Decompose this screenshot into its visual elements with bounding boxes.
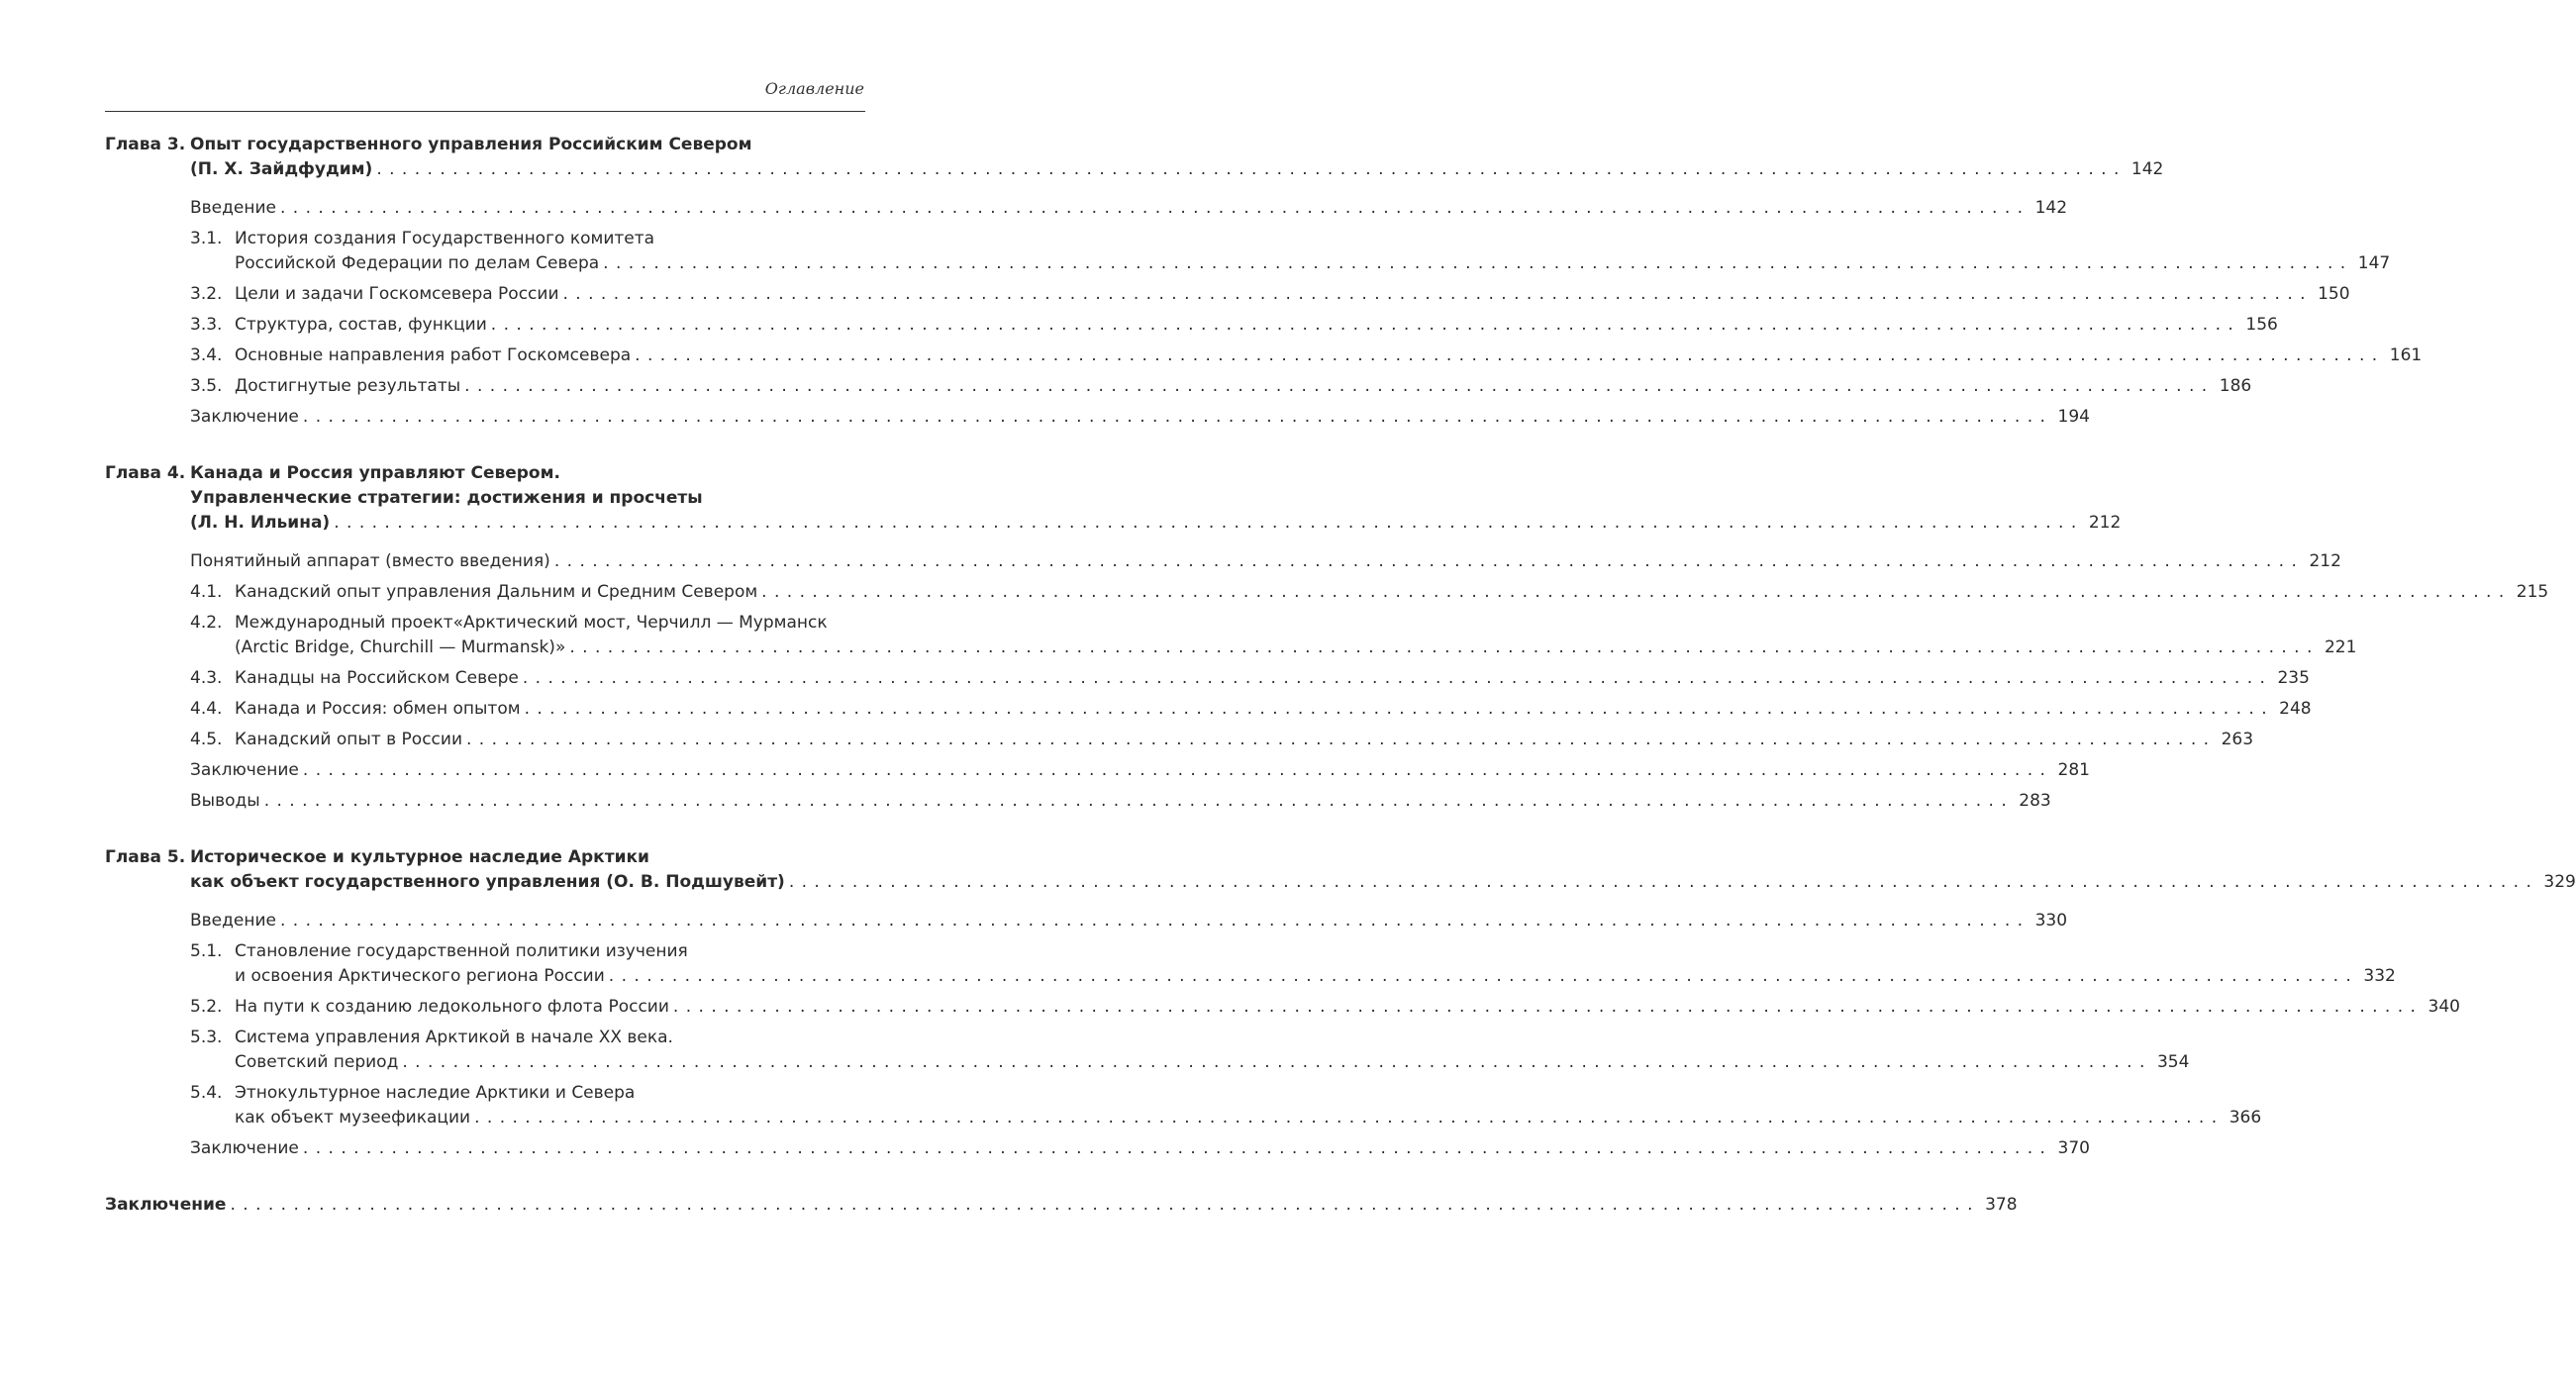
section-title-entry[interactable] (235, 666, 2310, 691)
page-number: 340 (2427, 997, 2460, 1017)
section-title-entry[interactable] (235, 995, 2460, 1020)
entry-title: (Л. Н. Ильина) (190, 513, 331, 533)
entry-title: Заключение (190, 760, 299, 780)
section-number: 3.1. (190, 229, 223, 248)
chapter-label: Глава 3. (105, 135, 186, 154)
chapter-label: Глава 4. (105, 463, 186, 483)
chapter-spacer (105, 820, 865, 845)
entry-title: Заключение (105, 1195, 227, 1215)
section-entry (190, 1081, 2262, 1130)
dot-leader (491, 313, 2234, 338)
page-number: 329 (2543, 872, 2576, 892)
dot-leader (466, 728, 2210, 752)
chapter-title-line: Историческое и культурное наследие Арктики (190, 847, 649, 867)
page-number: 161 (2389, 345, 2423, 365)
section-number: 5.3. (190, 1028, 223, 1047)
section-number: 4.3. (190, 668, 223, 688)
chapter-heading (105, 461, 2122, 536)
entry-title: как объект музеефикации (235, 1108, 471, 1128)
section-number: 4.1. (190, 582, 223, 602)
page-number: 263 (2221, 730, 2254, 749)
section-title-entry[interactable] (235, 251, 2390, 276)
section-entry (190, 666, 2310, 691)
page-number: 378 (1985, 1195, 2018, 1215)
section-title-line: Становление государственной политики изучения (235, 941, 688, 961)
section-body (235, 1081, 2261, 1130)
section-body (235, 995, 2460, 1020)
dot-leader (334, 511, 2077, 536)
chapter-title (190, 133, 2163, 182)
entry-title: Канада и Россия: обмен опытом (235, 699, 521, 719)
section-number: 3.4. (190, 345, 223, 365)
dot-leader (303, 1136, 2046, 1161)
entry-title: Канадский опыт в России (235, 730, 462, 749)
closing-entry[interactable] (190, 789, 2051, 814)
section-body (235, 344, 2422, 368)
dot-leader (635, 344, 2378, 368)
dot-leader (569, 636, 2313, 660)
page-number: 156 (2245, 315, 2278, 335)
page-number: 147 (2357, 253, 2391, 273)
dot-leader (554, 549, 2298, 574)
section-number: 3.2. (190, 284, 223, 304)
section-number: 4.5. (190, 730, 223, 749)
section-entry (190, 580, 2549, 605)
section-number: 5.4. (190, 1083, 223, 1103)
entry-title: Достигнутые результаты (235, 376, 461, 396)
section-title-entry[interactable] (235, 1106, 2261, 1130)
section-number: 5.1. (190, 941, 223, 961)
section-number: 4.4. (190, 699, 223, 719)
section-title-line: Система управления Арктикой в начале XX века. (235, 1028, 673, 1047)
entry-title: Заключение (190, 1138, 299, 1158)
entry-title: Введение (190, 198, 276, 218)
dot-leader (474, 1106, 2218, 1130)
chapter-label: Глава 5. (105, 847, 186, 867)
chapter-title-entry[interactable] (190, 157, 2163, 182)
section-title-entry[interactable] (235, 344, 2422, 368)
section-title-entry[interactable] (235, 374, 2251, 399)
dot-leader (761, 580, 2505, 605)
page-number: 283 (2019, 791, 2051, 811)
section-entry (190, 374, 2252, 399)
dot-leader (303, 405, 2046, 430)
dot-leader (523, 666, 2266, 691)
dot-leader (603, 251, 2346, 276)
section-entry (190, 313, 2278, 338)
section-body (235, 939, 2396, 989)
closing-entry[interactable] (190, 1136, 2090, 1161)
entry-title: Основные направления работ Госкомсевера (235, 345, 632, 365)
entry-title: Введение (190, 911, 276, 931)
chapter-title-line: Управленческие стратегии: достижения и просчеты (190, 488, 703, 508)
intro-entry[interactable] (190, 549, 2341, 574)
section-title-entry[interactable] (235, 282, 2350, 307)
header-rule (105, 111, 865, 112)
chapter-title-line: Опыт государственного управления Российским Севером (190, 135, 752, 154)
entry-title: Советский период (235, 1052, 399, 1072)
chapter-title (190, 845, 2576, 895)
entry-title: как объект государственного управления (О. В. Подшувейт) (190, 872, 785, 892)
section-body (235, 611, 2356, 660)
dot-leader (673, 995, 2417, 1020)
section-body (235, 666, 2310, 691)
page-number: 235 (2277, 668, 2310, 688)
section-entry (190, 1026, 2190, 1075)
section-title-entry[interactable] (235, 580, 2548, 605)
page-number: 332 (2363, 966, 2396, 986)
section-entry (190, 611, 2357, 660)
chapter-spacer (105, 436, 865, 461)
dot-leader (609, 964, 2352, 989)
chapter-entries (190, 196, 2423, 430)
page-number: 142 (2130, 159, 2164, 179)
section-title-entry[interactable] (235, 313, 2278, 338)
dot-leader (525, 697, 2268, 722)
page-number: 215 (2516, 582, 2549, 602)
page-number: 212 (2309, 551, 2341, 571)
section-body (235, 227, 2390, 276)
chapter-heading (105, 845, 2576, 895)
section-title-entry[interactable] (235, 636, 2356, 660)
dot-leader (376, 157, 2120, 182)
section-body (235, 282, 2350, 307)
entry-title: (П. Х. Зайдфудим) (190, 159, 373, 179)
dot-leader (789, 870, 2532, 895)
dot-leader (303, 758, 2046, 783)
final-conclusion-entry[interactable] (105, 1193, 2018, 1218)
section-body (235, 374, 2251, 399)
section-number: 5.2. (190, 997, 223, 1017)
entry-title: и освоения Арктического региона России (235, 966, 605, 986)
section-number: 3.5. (190, 376, 223, 396)
section-entry (190, 282, 2350, 307)
section-entry (190, 995, 2460, 1020)
section-number: 4.2. (190, 613, 223, 633)
page-number: 194 (2057, 407, 2090, 427)
entry-title: Структура, состав, функции (235, 315, 487, 335)
section-title-entry[interactable] (235, 697, 2312, 722)
section-body (235, 728, 2253, 752)
section-title-entry[interactable] (235, 728, 2253, 752)
page-number: 330 (2034, 911, 2068, 931)
dot-leader (280, 196, 2024, 221)
section-title-line: История создания Государственного комитета (235, 229, 655, 248)
entry-title: Канадский опыт управления Дальним и Средним Севером (235, 582, 758, 602)
closing-entry[interactable] (190, 405, 2090, 430)
dot-leader (264, 789, 2008, 814)
page-number: 354 (2156, 1052, 2190, 1072)
table-of-contents (105, 133, 2576, 1218)
section-title-entry[interactable] (235, 964, 2396, 989)
closing-entry[interactable] (190, 758, 2090, 783)
page-number: 248 (2279, 699, 2312, 719)
entry-title: На пути к созданию ледокольного флота России (235, 997, 669, 1017)
page-number: 370 (2057, 1138, 2090, 1158)
section-entry (190, 939, 2396, 989)
section-body (235, 580, 2548, 605)
section-entry (190, 227, 2391, 276)
page-number: 221 (2324, 638, 2357, 657)
intro-entry[interactable] (190, 909, 2068, 933)
entry-title: Российской Федерации по делам Севера (235, 253, 600, 273)
running-head: Оглавление (764, 79, 864, 98)
intro-entry[interactable] (190, 196, 2068, 221)
section-body (235, 1026, 2189, 1075)
entry-title: Заключение (190, 407, 299, 427)
dot-leader (563, 282, 2307, 307)
page-number: 142 (2034, 198, 2068, 218)
section-title-line: Этнокультурное наследие Арктики и Севера (235, 1083, 636, 1103)
entry-title: Цели и задачи Госкомсевера России (235, 284, 559, 304)
dot-leader (402, 1050, 2145, 1075)
entry-title: (Arctic Bridge, Churchill — Murmansk)» (235, 638, 566, 657)
chapter-title-line: Канада и Россия управляют Севером. (190, 463, 560, 483)
chapter-heading (105, 133, 2164, 182)
dot-leader (230, 1193, 1973, 1218)
page-number: 281 (2057, 760, 2090, 780)
dot-leader (280, 909, 2024, 933)
chapter-entries (190, 549, 2549, 814)
chapter-title (190, 461, 2121, 536)
section-number: 3.3. (190, 315, 223, 335)
section-body (235, 313, 2278, 338)
page-number: 150 (2318, 284, 2350, 304)
section-entry (190, 728, 2254, 752)
section-title-entry[interactable] (235, 1050, 2189, 1075)
page-number: 186 (2219, 376, 2252, 396)
entry-title: Канадцы на Российском Севере (235, 668, 519, 688)
section-body (235, 697, 2312, 722)
chapter-title-entry[interactable] (190, 870, 2576, 895)
chapter-spacer (105, 1167, 865, 1193)
entry-title: Понятийный аппарат (вместо введения) (190, 551, 550, 571)
section-title-line: Международный проект«Арктический мост, Черчилл — Мурманск (235, 613, 828, 633)
section-entry (190, 697, 2312, 722)
dot-leader (464, 374, 2208, 399)
entry-title: Выводы (190, 791, 260, 811)
section-entry (190, 344, 2423, 368)
chapter-title-entry[interactable] (190, 511, 2121, 536)
page-number: 212 (2088, 513, 2122, 533)
chapter-entries (190, 909, 2460, 1161)
page-number: 366 (2229, 1108, 2262, 1128)
